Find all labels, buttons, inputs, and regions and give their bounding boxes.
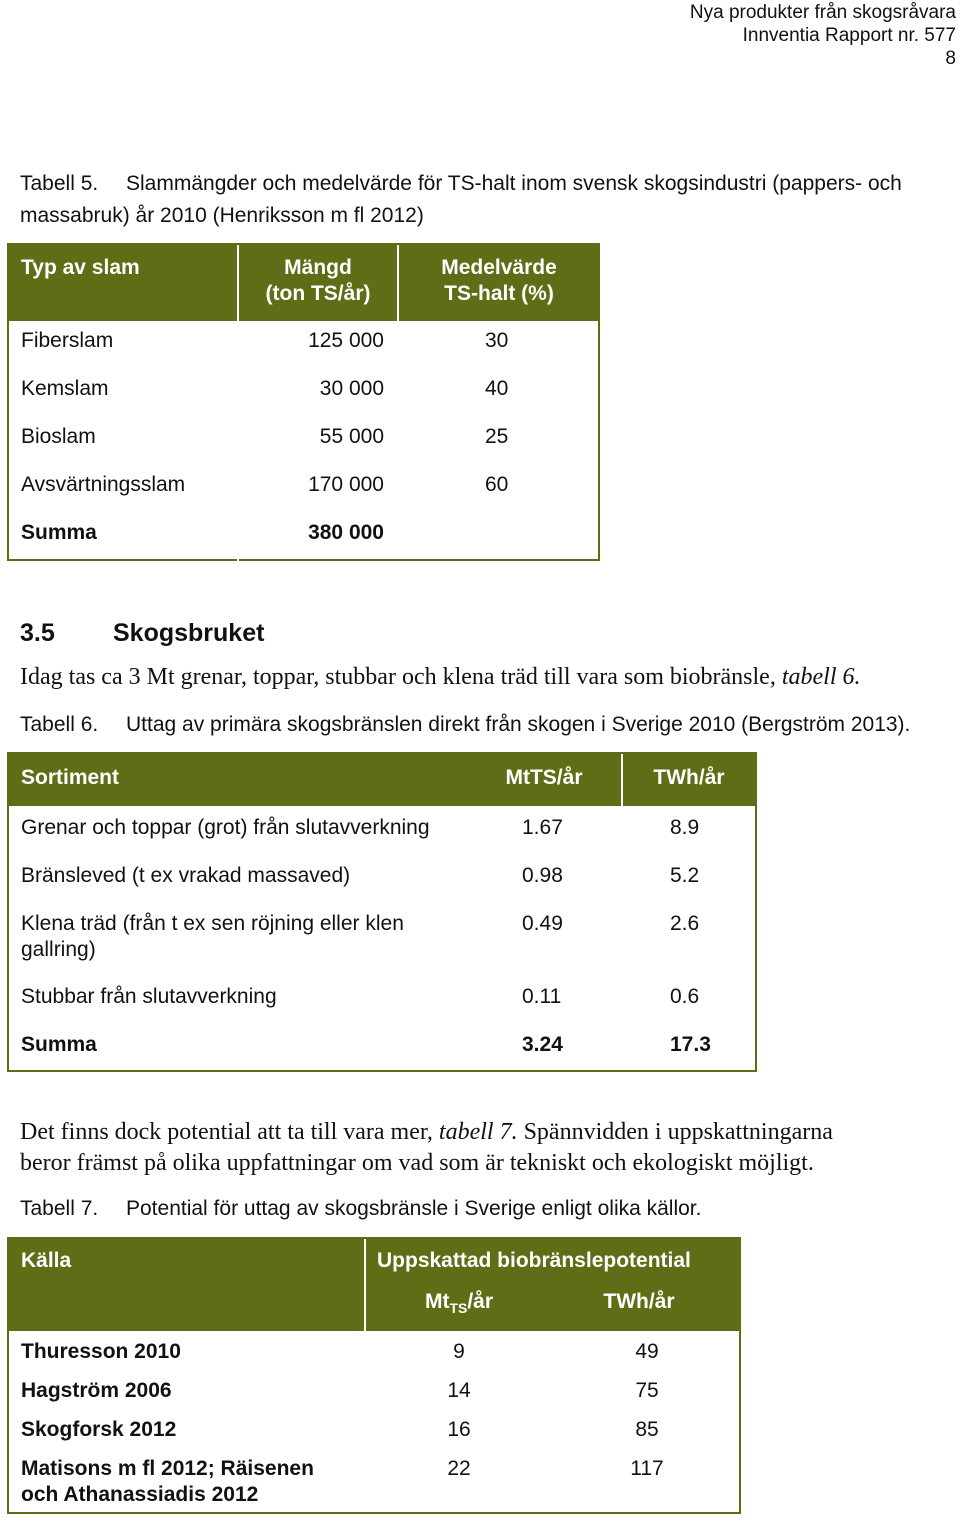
section-paragraph-text: Idag tas ca 3 Mt grenar, toppar, stubbar och klena träd till vara som biobränsle, bbox=[20, 664, 776, 690]
table7-caption-text: Potential för uttag av skogsbränsle i Sverige enligt olika källor. bbox=[126, 1197, 702, 1220]
table5-caption bbox=[20, 172, 902, 196]
table7-row-twh: 85 bbox=[635, 1418, 659, 1441]
table7-caption-number: Tabell 7. bbox=[20, 1197, 99, 1220]
table5-header-amount-2: (ton TS/år) bbox=[265, 282, 371, 305]
table5-row-ts: 25 bbox=[485, 425, 509, 448]
table5-header-ts-1: Medelvärde bbox=[441, 256, 557, 279]
paragraph-2-text-1: Det finns dock potential att ta till vara mer, bbox=[20, 1119, 433, 1145]
table7-row-twh: 75 bbox=[635, 1379, 659, 1402]
table7-header-source: Källa bbox=[21, 1249, 72, 1272]
running-header-title: Nya produkter från skogsråvara bbox=[689, 2, 956, 23]
running-header-report: Innventia Rapport nr. 577 bbox=[742, 25, 956, 46]
table6-row-sortiment-cont: gallring) bbox=[21, 938, 96, 961]
table5-header-row bbox=[9, 245, 598, 321]
table7-row-mt: 16 bbox=[447, 1418, 471, 1441]
section-heading bbox=[20, 619, 264, 648]
table5-caption-text-1: Slammängder och medelvärde för TS-halt inom svensk skogsindustri (pappers- och bbox=[126, 172, 902, 195]
table5-caption-number: Tabell 5. bbox=[20, 172, 99, 195]
paragraph-2 bbox=[20, 1119, 833, 1146]
section-paragraph bbox=[20, 664, 861, 691]
table7-row-source: Thuresson 2010 bbox=[21, 1340, 181, 1363]
table7-row-twh: 117 bbox=[630, 1457, 664, 1480]
table5-total-amount: 380 000 bbox=[308, 521, 384, 544]
section-title: Skogsbruket bbox=[113, 619, 265, 647]
table7-header-mt-sub: TS bbox=[449, 1300, 468, 1317]
table7-row-source: Hagström 2006 bbox=[21, 1379, 172, 1402]
table5-header-ts bbox=[399, 255, 599, 307]
table7-row-mt: 14 bbox=[447, 1379, 471, 1402]
page-number: 8 bbox=[945, 48, 956, 69]
table6-row-twh: 2.6 bbox=[670, 912, 700, 935]
table6-header-mtts: MtTS/år bbox=[505, 766, 583, 789]
paragraph-2-text-2: Spännvidden i uppskattningarna bbox=[523, 1119, 833, 1145]
table6-row-sortiment: Bränsleved (t ex vrakad massaved) bbox=[21, 864, 351, 887]
table5-row-type: Avsvärtningsslam bbox=[21, 473, 186, 496]
table7-row-source: Matisons m fl 2012; Räisenen bbox=[21, 1457, 314, 1480]
table6-total-label: Summa bbox=[21, 1033, 97, 1056]
table7-caption bbox=[20, 1197, 701, 1221]
table6-total-twh: 17.3 bbox=[670, 1033, 711, 1056]
table7-row-twh: 49 bbox=[635, 1340, 659, 1363]
paragraph-2-line-2: beror främst på olika uppfattningar om vad som är tekniskt och ekologiskt möjligt. bbox=[20, 1150, 814, 1176]
table7-header-mt-suffix: /år bbox=[467, 1290, 494, 1313]
paragraph-2-table-ref: tabell 7. bbox=[438, 1119, 518, 1145]
table6-row-mtts: 0.11 bbox=[522, 985, 562, 1008]
table6-row-mtts: 1.67 bbox=[522, 816, 563, 839]
table5-row-type: Kemslam bbox=[21, 377, 109, 400]
section-number: 3.5 bbox=[20, 619, 55, 647]
table5-row-ts: 30 bbox=[485, 329, 509, 352]
table7-header-twh: TWh/år bbox=[603, 1290, 675, 1313]
table7-header-group: Uppskattad biobränslepotential bbox=[377, 1249, 691, 1272]
table5-header-amount bbox=[239, 255, 397, 307]
table6-header-row bbox=[9, 754, 755, 806]
table6-row-mtts: 0.98 bbox=[522, 864, 563, 887]
table5-row-amount: 55 000 bbox=[319, 425, 384, 448]
table6-row-sortiment: Stubbar från slutavverkning bbox=[21, 985, 277, 1008]
table6-row-twh: 5.2 bbox=[670, 864, 700, 887]
table7-row-mt: 9 bbox=[453, 1340, 465, 1363]
table5-row-ts: 60 bbox=[485, 473, 509, 496]
table5-caption-line2: massabruk) år 2010 (Henriksson m fl 2012) bbox=[20, 204, 424, 227]
table5-row-ts: 40 bbox=[485, 377, 509, 400]
table6-caption bbox=[20, 713, 910, 737]
table7-header-row bbox=[9, 1239, 739, 1331]
table6-total-mtts: 3.24 bbox=[522, 1033, 563, 1056]
table6-row-mtts: 0.49 bbox=[522, 912, 563, 935]
table5-header-amount-1: Mängd bbox=[284, 256, 352, 279]
table7-header-mt bbox=[389, 1289, 529, 1321]
table7-row-source: Skogforsk 2012 bbox=[21, 1418, 177, 1441]
table7 bbox=[7, 1237, 741, 1514]
table5-row-type: Bioslam bbox=[21, 425, 96, 448]
table6-row-twh: 0.6 bbox=[670, 985, 700, 1008]
table6-header-sortiment: Sortiment bbox=[21, 766, 120, 789]
table7-row-source-cont: och Athanassiadis 2012 bbox=[21, 1483, 259, 1506]
table6 bbox=[7, 752, 757, 1072]
table5 bbox=[7, 243, 600, 561]
table6-header-twh: TWh/år bbox=[653, 766, 725, 789]
table5-row-type: Fiberslam bbox=[21, 329, 114, 352]
table6-row-sortiment: Klena träd (från t ex sen röjning eller klen bbox=[21, 912, 404, 935]
table5-header-ts-2: TS-halt (%) bbox=[444, 282, 554, 305]
table5-header-type: Typ av slam bbox=[21, 256, 140, 279]
table6-row-twh: 8.9 bbox=[670, 816, 700, 839]
table6-caption-text: Uttag av primära skogsbränslen direkt från skogen i Sverige 2010 (Bergström 2013). bbox=[126, 713, 911, 736]
table6-caption-number: Tabell 6. bbox=[20, 713, 99, 736]
table7-header-mt-base: Mt bbox=[424, 1290, 450, 1313]
table5-row-amount: 170 000 bbox=[308, 473, 384, 496]
table5-row-amount: 30 000 bbox=[319, 377, 384, 400]
section-paragraph-table-ref: tabell 6. bbox=[781, 664, 861, 690]
table5-total-label: Summa bbox=[21, 521, 97, 544]
table6-row-sortiment: Grenar och toppar (grot) från slutavverkning bbox=[21, 816, 430, 839]
table5-row-amount: 125 000 bbox=[308, 329, 384, 352]
table7-row-mt: 22 bbox=[447, 1457, 471, 1480]
